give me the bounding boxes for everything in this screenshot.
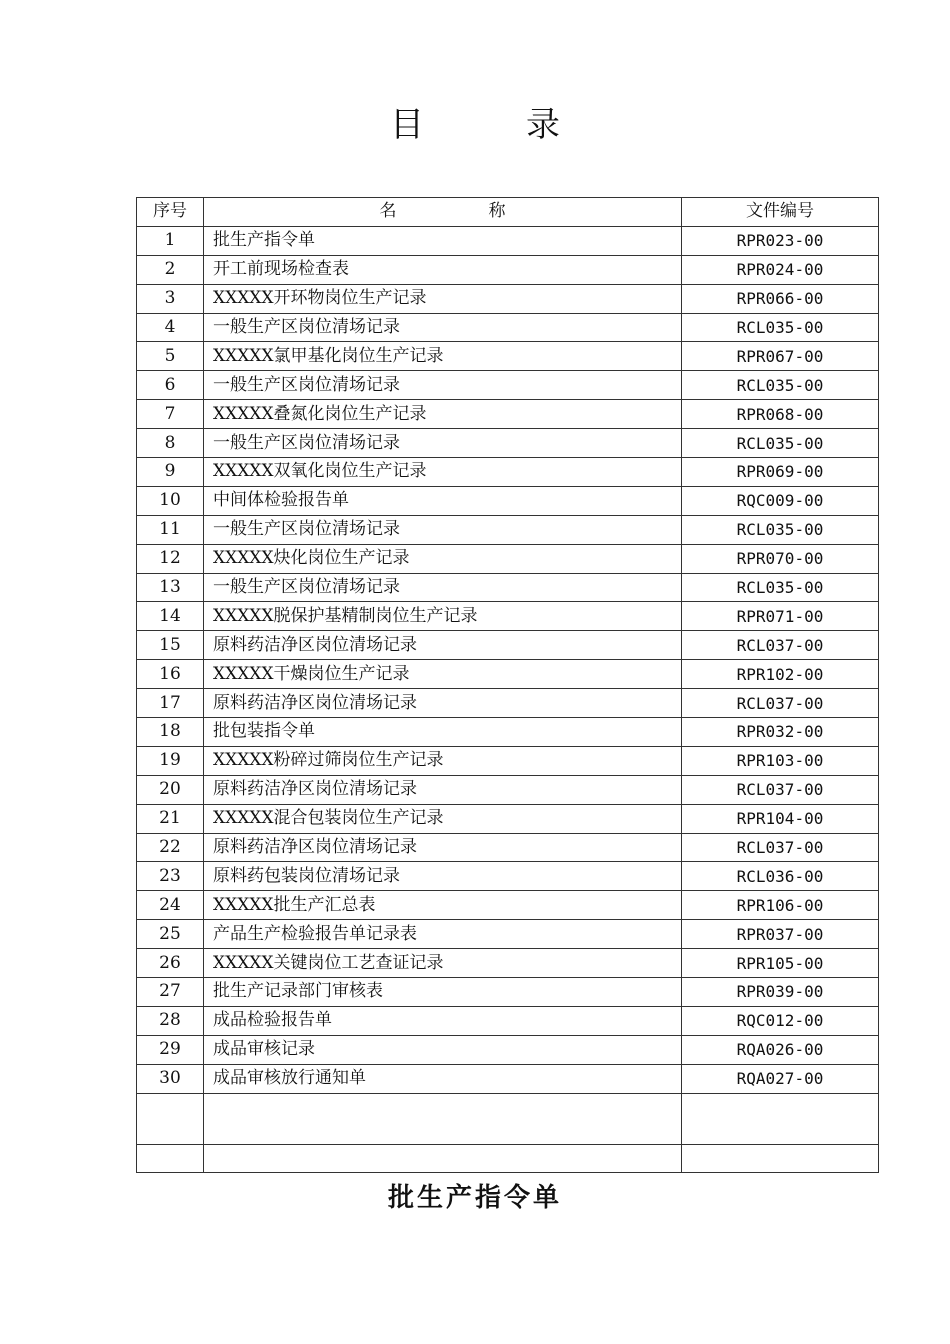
row-number: 3	[137, 284, 204, 313]
row-number: 19	[137, 746, 204, 775]
row-document-name: XXXXX炔化岗位生产记录	[204, 544, 682, 573]
table-row	[137, 400, 879, 429]
row-file-code: RPR069-00	[682, 458, 879, 487]
row-number: 17	[137, 689, 204, 718]
row-document-name: 成品审核放行通知单	[204, 1064, 682, 1093]
header-name-right: 称	[488, 201, 506, 222]
header-file-code: 文件编号	[682, 198, 879, 227]
table-row	[137, 689, 879, 718]
table-row	[137, 833, 879, 862]
row-file-code: RPR032-00	[682, 718, 879, 747]
row-file-code: RPR103-00	[682, 746, 879, 775]
row-file-code: RPR067-00	[682, 342, 879, 371]
row-document-name: 一般生产区岗位清场记录	[204, 371, 682, 400]
row-document-name: 一般生产区岗位清场记录	[204, 429, 682, 458]
contents-table-body	[137, 226, 879, 1172]
table-row	[137, 371, 879, 400]
table-row	[137, 458, 879, 487]
table-row	[137, 515, 879, 544]
row-document-name: 原料药洁净区岗位清场记录	[204, 775, 682, 804]
row-number: 25	[137, 920, 204, 949]
row-number: 16	[137, 660, 204, 689]
row-number: 28	[137, 1006, 204, 1035]
row-file-code: RCL035-00	[682, 429, 879, 458]
header-name	[204, 198, 682, 227]
row-file-code: RPR102-00	[682, 660, 879, 689]
row-number: 26	[137, 949, 204, 978]
table-row	[137, 226, 879, 255]
empty-cell	[682, 1144, 879, 1172]
row-file-code: RPR039-00	[682, 978, 879, 1007]
row-number: 6	[137, 371, 204, 400]
row-file-code: RPR105-00	[682, 949, 879, 978]
row-document-name: 产品生产检验报告单记录表	[204, 920, 682, 949]
row-document-name: XXXXX干燥岗位生产记录	[204, 660, 682, 689]
table-row	[137, 804, 879, 833]
row-number: 8	[137, 429, 204, 458]
table-row	[137, 313, 879, 342]
contents-table	[136, 197, 879, 1173]
row-document-name: 开工前现场检查表	[204, 255, 682, 284]
row-file-code: RPR106-00	[682, 891, 879, 920]
row-document-name: XXXXX氯甲基化岗位生产记录	[204, 342, 682, 371]
row-document-name: 原料药洁净区岗位清场记录	[204, 631, 682, 660]
row-document-name: 原料药洁净区岗位清场记录	[204, 833, 682, 862]
row-number: 15	[137, 631, 204, 660]
row-file-code: RPR037-00	[682, 920, 879, 949]
table-row	[137, 284, 879, 313]
row-number: 29	[137, 1035, 204, 1064]
table-row	[137, 660, 879, 689]
row-document-name: 一般生产区岗位清场记录	[204, 515, 682, 544]
row-document-name: 中间体检验报告单	[204, 486, 682, 515]
header-name-left: 名	[379, 201, 397, 222]
row-number: 4	[137, 313, 204, 342]
row-document-name: XXXXX开环物岗位生产记录	[204, 284, 682, 313]
table-row	[137, 746, 879, 775]
row-file-code: RPR066-00	[682, 284, 879, 313]
row-number: 27	[137, 978, 204, 1007]
row-file-code: RPR104-00	[682, 804, 879, 833]
row-file-code: RCL035-00	[682, 573, 879, 602]
row-number: 9	[137, 458, 204, 487]
row-document-name: XXXXX脱保护基精制岗位生产记录	[204, 602, 682, 631]
table-row	[137, 775, 879, 804]
table-row	[137, 1006, 879, 1035]
table-row	[137, 544, 879, 573]
row-file-code: RPR023-00	[682, 226, 879, 255]
empty-cell	[137, 1144, 204, 1172]
table-row	[137, 891, 879, 920]
row-number: 18	[137, 718, 204, 747]
empty-row	[137, 1093, 879, 1144]
row-document-name: 成品检验报告单	[204, 1006, 682, 1035]
table-row	[137, 718, 879, 747]
page-title: 目 录	[390, 105, 594, 145]
row-number: 21	[137, 804, 204, 833]
row-document-name: XXXXX混合包装岗位生产记录	[204, 804, 682, 833]
row-number: 10	[137, 486, 204, 515]
row-document-name: XXXXX双氧化岗位生产记录	[204, 458, 682, 487]
row-file-code: RCL037-00	[682, 775, 879, 804]
row-file-code: RQA026-00	[682, 1035, 879, 1064]
table-row	[137, 949, 879, 978]
row-number: 14	[137, 602, 204, 631]
row-document-name: 成品审核记录	[204, 1035, 682, 1064]
row-document-name: 批生产指令单	[204, 226, 682, 255]
row-number: 1	[137, 226, 204, 255]
empty-cell	[682, 1093, 879, 1144]
row-document-name: XXXXX关键岗位工艺查证记录	[204, 949, 682, 978]
row-number: 5	[137, 342, 204, 371]
row-number: 22	[137, 833, 204, 862]
row-file-code: RQA027-00	[682, 1064, 879, 1093]
row-document-name: XXXXX批生产汇总表	[204, 891, 682, 920]
row-number: 30	[137, 1064, 204, 1093]
empty-cell	[204, 1144, 682, 1172]
table-header-row	[137, 198, 879, 227]
table-row	[137, 1064, 879, 1093]
row-number: 13	[137, 573, 204, 602]
row-document-name: 原料药包装岗位清场记录	[204, 862, 682, 891]
row-file-code: RCL037-00	[682, 689, 879, 718]
row-number: 11	[137, 515, 204, 544]
empty-cell	[204, 1093, 682, 1144]
row-file-code: RPR068-00	[682, 400, 879, 429]
table-row	[137, 573, 879, 602]
row-file-code: RCL037-00	[682, 631, 879, 660]
row-file-code: RQC009-00	[682, 486, 879, 515]
empty-row	[137, 1144, 879, 1172]
row-number: 20	[137, 775, 204, 804]
table-row	[137, 255, 879, 284]
row-document-name: 原料药洁净区岗位清场记录	[204, 689, 682, 718]
row-document-name: XXXXX粉碎过筛岗位生产记录	[204, 746, 682, 775]
section-title: 批生产指令单	[387, 1183, 562, 1213]
table-row	[137, 429, 879, 458]
table-row	[137, 920, 879, 949]
table-row	[137, 1035, 879, 1064]
row-file-code: RCL035-00	[682, 515, 879, 544]
table-row	[137, 602, 879, 631]
row-file-code: RCL035-00	[682, 371, 879, 400]
row-file-code: RPR070-00	[682, 544, 879, 573]
row-file-code: RCL037-00	[682, 833, 879, 862]
row-file-code: RQC012-00	[682, 1006, 879, 1035]
table-row	[137, 486, 879, 515]
header-number: 序号	[137, 198, 204, 227]
row-document-name: 批包装指令单	[204, 718, 682, 747]
row-document-name: 批生产记录部门审核表	[204, 978, 682, 1007]
table-row	[137, 342, 879, 371]
row-number: 2	[137, 255, 204, 284]
table-row	[137, 978, 879, 1007]
row-number: 7	[137, 400, 204, 429]
row-document-name: XXXXX叠氮化岗位生产记录	[204, 400, 682, 429]
row-number: 12	[137, 544, 204, 573]
row-number: 23	[137, 862, 204, 891]
row-file-code: RCL035-00	[682, 313, 879, 342]
row-document-name: 一般生产区岗位清场记录	[204, 573, 682, 602]
row-file-code: RPR024-00	[682, 255, 879, 284]
table-row	[137, 631, 879, 660]
row-number: 24	[137, 891, 204, 920]
table-row	[137, 862, 879, 891]
row-document-name: 一般生产区岗位清场记录	[204, 313, 682, 342]
empty-cell	[137, 1093, 204, 1144]
row-file-code: RPR071-00	[682, 602, 879, 631]
row-file-code: RCL036-00	[682, 862, 879, 891]
